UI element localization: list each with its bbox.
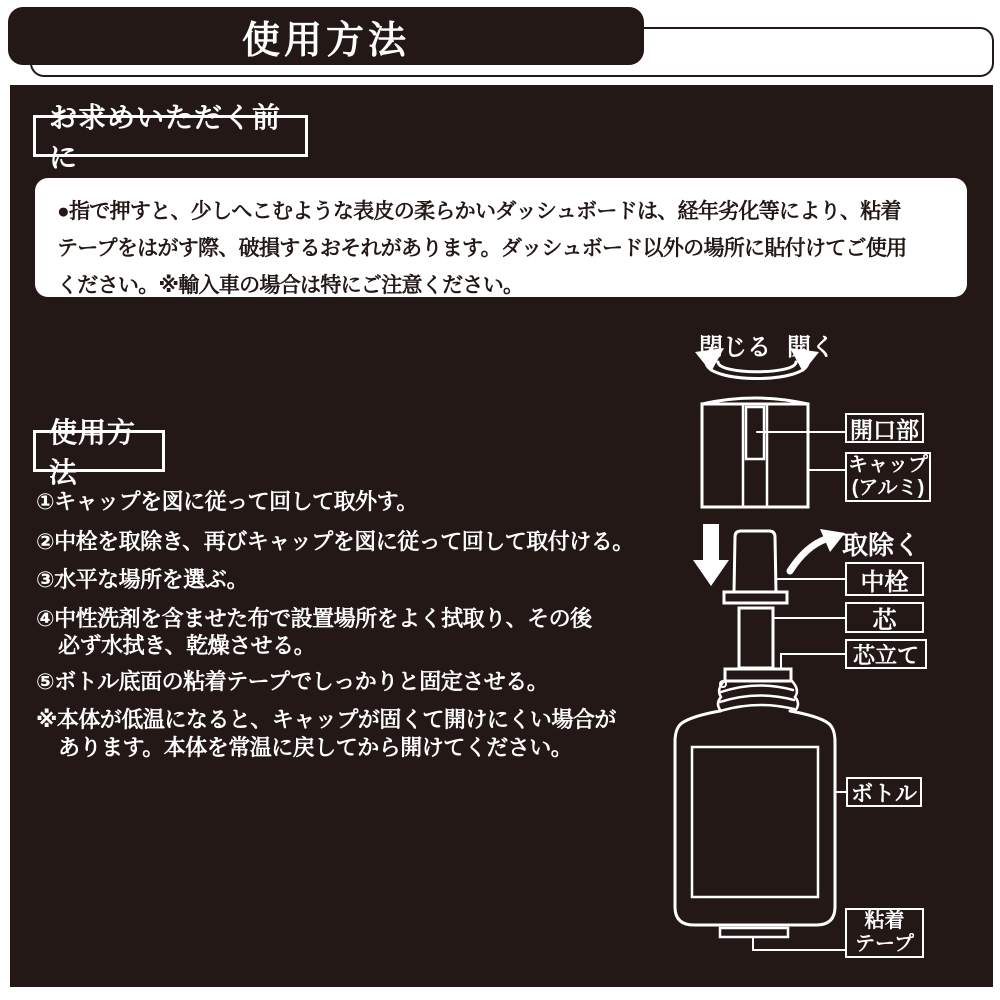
usage-step-5: ⑤ボトル底面の粘着テープでしっかりと固定させる。 bbox=[36, 669, 549, 694]
usage-step-2: ②中栓を取除き、再びキャップを図に従って回して取付ける。 bbox=[36, 529, 634, 554]
usage-heading-text: 使用方法 bbox=[49, 417, 137, 488]
remove-label: 取除く bbox=[842, 530, 921, 560]
rotate-direction-labels bbox=[699, 327, 835, 362]
bottle-drawing bbox=[675, 711, 835, 925]
bottle-label-box bbox=[846, 777, 922, 807]
inner-stopper-label: 中栓 bbox=[860, 568, 909, 596]
page-title: 使用方法 bbox=[241, 19, 410, 62]
wick-stand-label-box bbox=[845, 639, 927, 669]
wick-label-box bbox=[845, 602, 924, 633]
usage-step-1: ①キャップを図に従って回して取外す。 bbox=[36, 489, 418, 514]
tape-label-line1: 粘着 bbox=[864, 910, 905, 932]
remove-arrow-icon bbox=[790, 529, 845, 571]
cap-label-box bbox=[845, 452, 931, 502]
tape-drawing bbox=[720, 928, 788, 937]
wick-stand-label: 芯立て bbox=[852, 642, 919, 668]
neck-threads-drawing bbox=[718, 669, 798, 711]
opening-label-box bbox=[845, 413, 924, 443]
bottle-label-area bbox=[692, 747, 818, 897]
opening-label: 開口部 bbox=[850, 416, 919, 443]
warning-line: ください。※輸入車の場合は特にご注意ください。 bbox=[57, 274, 524, 297]
rotate-close-label: 閉じる bbox=[699, 334, 771, 361]
inner-stopper-label-box bbox=[845, 562, 924, 596]
usage-note-cont: あります。本体を常温に戻してから開けてください。 bbox=[58, 735, 573, 760]
label-connectors bbox=[753, 432, 846, 950]
rotate-open-label: 開く bbox=[787, 334, 835, 361]
cap-label-line2: (アルミ) bbox=[851, 477, 925, 499]
warning-line: ●指で押すと、少しへこむような表皮の柔らかいダッシュボードは、経年劣化等により、粘着 bbox=[57, 200, 901, 223]
tape-label-line2: テープ bbox=[855, 933, 914, 955]
down-arrow-icon bbox=[693, 524, 729, 586]
wick-drawing bbox=[739, 608, 773, 668]
usage-step-3: ③水平な場所を選ぶ。 bbox=[36, 567, 249, 592]
usage-step-4-cont: 必ず水拭き、乾燥させる。 bbox=[58, 633, 316, 658]
warning-line: テープをはがす際、破損するおそれがあります。ダッシュボード以外の場所に貼付けてご使用 bbox=[57, 237, 907, 260]
before-purchase-heading-text: お求めいただく前に bbox=[49, 102, 282, 173]
tape-label-box bbox=[845, 908, 924, 958]
wick-label: 芯 bbox=[872, 607, 897, 634]
inner-stopper-drawing bbox=[724, 531, 787, 603]
cap-label-line1: キャップ bbox=[848, 454, 928, 476]
usage-note: ※本体が低温になると、キャップが固くて開けにくい場合が bbox=[36, 707, 616, 732]
usage-step-4: ④中性洗剤を含ませた布で設置場所をよく拭取り、その後 bbox=[36, 606, 592, 631]
bottle-label: ボトル bbox=[850, 780, 917, 806]
cap-drawing bbox=[702, 398, 808, 507]
